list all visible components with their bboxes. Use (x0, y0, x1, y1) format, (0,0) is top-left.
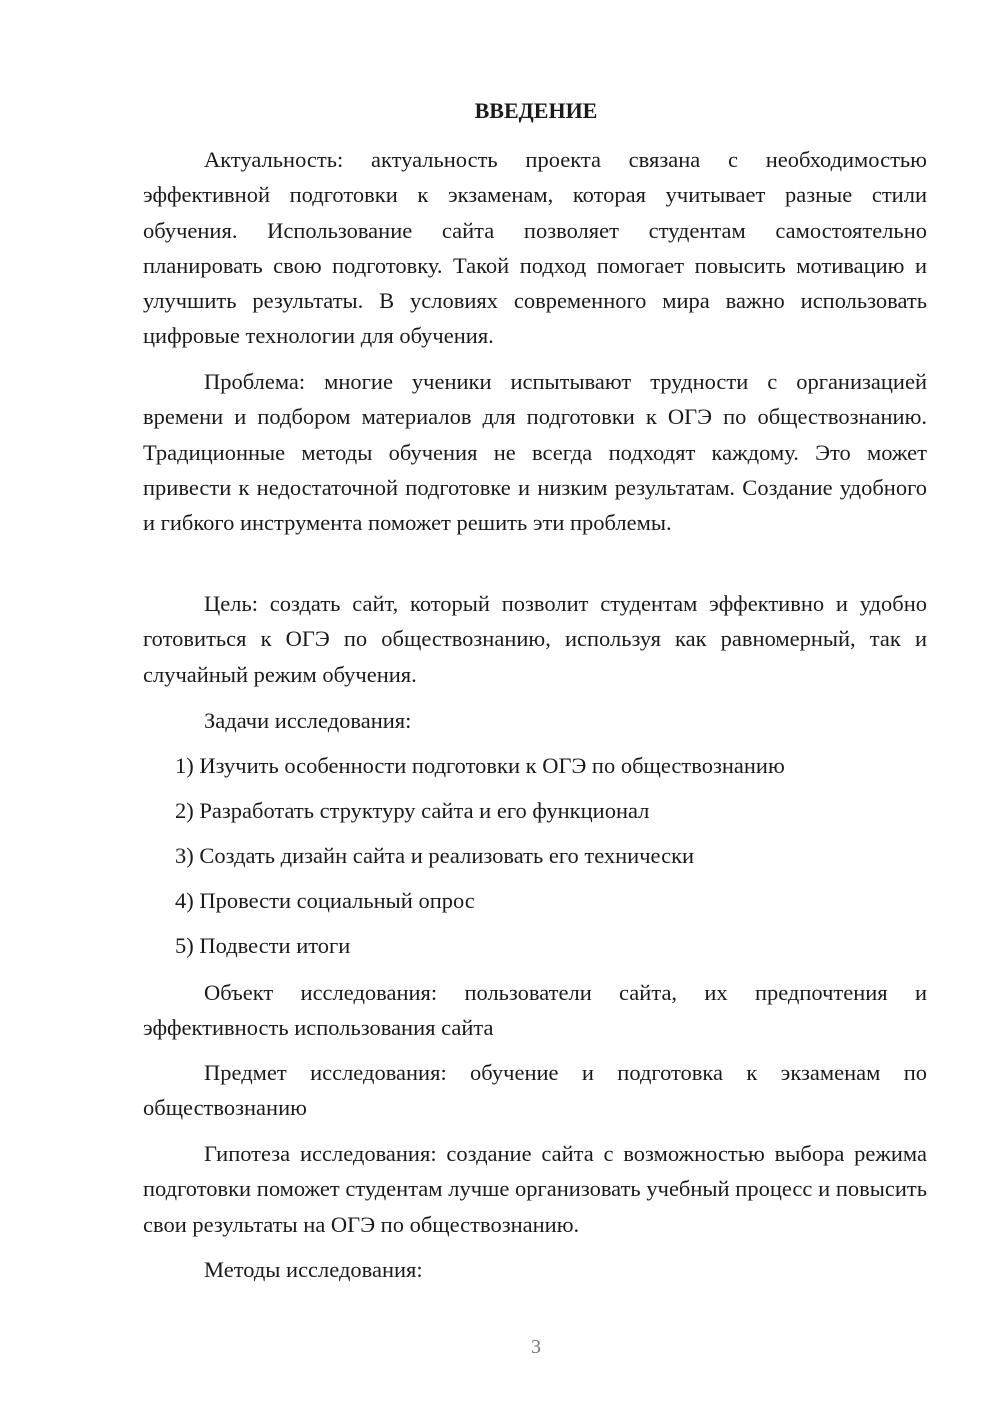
goal-section (143, 586, 927, 692)
problem-paragraph: Проблема: многие ученики испытывают трудности с организацией времени и подбором материалов для подготовки к ОГЭ по обществознанию. Традиционные методы обучения не всегда подходят каждому. Это может привести к недостаточной подготовке и низким результатам. Создание удобного и гибкого инструмента поможет решить эти проблемы. (143, 369, 927, 536)
problem-section (143, 364, 927, 540)
page-title: ВВЕДЕНИЕ (474, 98, 598, 123)
task-item: 3) Создать дизайн сайта и реализовать его технически (175, 843, 695, 868)
hypothesis-paragraph: Гипотеза исследования: создание сайта с возможностью выбора режима подготовки поможет студентам лучше организовать учебный процесс и повысить свои результаты на ОГЭ по обществознанию. (143, 1141, 927, 1237)
object-paragraph: Объект исследования: пользователи сайта, их предпочтения и эффективность использования сайта (143, 980, 927, 1041)
relevance-section (143, 142, 927, 354)
subject-paragraph: Предмет исследования: обучение и подготовка к экзаменам по обществознанию (143, 1060, 927, 1121)
goal-paragraph: Цель: создать сайт, который позволит студентам эффективно и удобно готовиться к ОГЭ по обществознанию, используя как равномерный, так и случайный режим обучения. (143, 591, 927, 687)
task-item: 2) Разработать структуру сайта и его функционал (175, 798, 650, 823)
methods-heading: Методы исследования: (204, 1257, 423, 1282)
relevance-paragraph: Актуальность: актуальность проекта связана с необходимостью эффективной подготовки к экзаменам, которая учитывает разные стили обучения. Использование сайта позволяет студентам самостоятельно планировать свою подготовку. Такой подход помогает повысить мотивацию и улучшить результаты. В условиях современного мира важно использовать цифровые технологии для обучения. (143, 147, 927, 349)
task-item: 5) Подвести итоги (175, 933, 351, 958)
object-section (143, 975, 927, 1046)
task-item: 1) Изучить особенности подготовки к ОГЭ по обществознанию (175, 753, 785, 778)
tasks-heading: Задачи исследования: (204, 708, 412, 733)
task-item: 4) Провести социальный опрос (175, 888, 475, 913)
tasks-heading-section (143, 703, 927, 738)
subject-section (143, 1055, 927, 1126)
page-number: 3 (531, 1336, 541, 1358)
hypothesis-section (143, 1136, 927, 1242)
methods-section (143, 1252, 927, 1287)
